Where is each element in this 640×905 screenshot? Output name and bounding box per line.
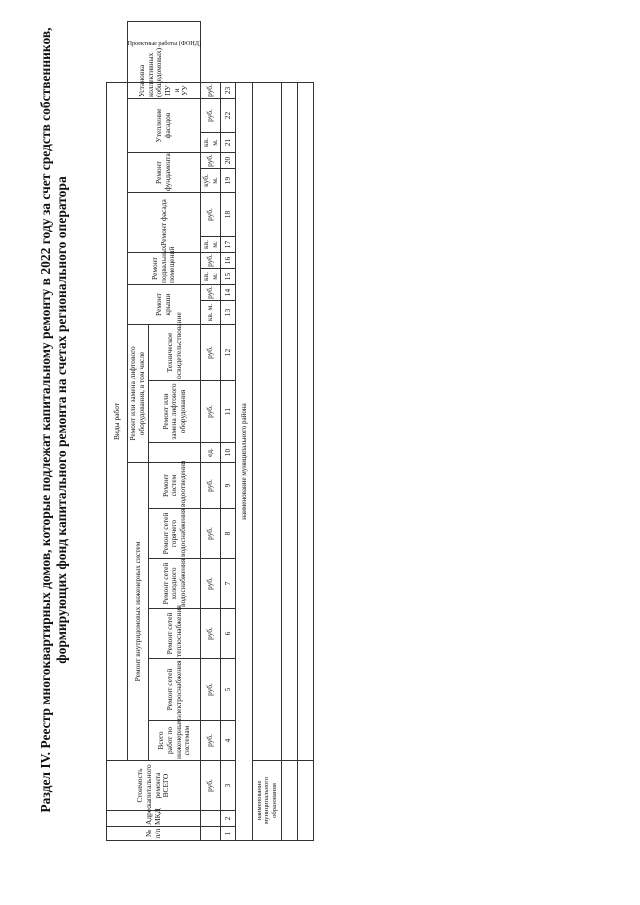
col-num: 10 — [221, 443, 236, 463]
header-work-types: Виды работ — [107, 82, 128, 760]
unit-cell: руб. — [201, 325, 221, 381]
unit-cell: кв. м. — [201, 237, 221, 253]
unit-cell: руб. — [201, 253, 221, 269]
empty-row — [282, 22, 298, 841]
header-facade: Ремонт фасада — [128, 193, 201, 253]
header-row-top — [107, 22, 128, 841]
col-num: 15 — [221, 269, 236, 285]
header-elevator-repair: Ремонт или замена лифтового оборудования — [149, 381, 201, 443]
document-title — [38, 25, 70, 815]
col-num: 3 — [221, 761, 236, 811]
header-total-engineering: Всего работ по инженерным системам — [149, 721, 201, 761]
unit-cell: руб. — [201, 761, 221, 811]
col-num: 7 — [221, 559, 236, 609]
col-num: 17 — [221, 237, 236, 253]
header-cost-total: Стоимость капитального ремонта ВСЕГО — [107, 761, 201, 811]
col-num: 1 — [221, 827, 236, 841]
unit-cell: руб. — [201, 99, 221, 133]
header-roof: Ремонт крыши — [128, 285, 201, 325]
municipal-district-label: наименование муниципального района — [236, 82, 253, 840]
header-hot-water: Ремонт сетей горячего водоснабжения — [149, 509, 201, 559]
col-num: 21 — [221, 133, 236, 153]
unit-cell: куб. м. — [201, 169, 221, 193]
col-num: 18 — [221, 193, 236, 237]
col-num: 22 — [221, 99, 236, 133]
unit-cell: руб. — [201, 285, 221, 301]
header-electric: Ремонт сетей электроснабжения — [149, 659, 201, 721]
header-sewer: Ремонт систем водоотведения — [149, 463, 201, 509]
unit-cell: кв. м. — [201, 133, 221, 153]
unit-cell: ед. — [201, 443, 221, 463]
col-num: 11 — [221, 381, 236, 443]
unit-cell: руб. — [201, 721, 221, 761]
unit-cell: руб. — [201, 381, 221, 443]
unit-cell: руб. — [201, 193, 221, 237]
header-meters: Установка коллективных (общедомовых) ПУ и УУ — [128, 82, 201, 98]
col-num: 5 — [221, 659, 236, 721]
header-basement: Ремонт подвальных помещений — [128, 253, 201, 285]
title-line-1: Раздел IV. Реестр многоквартирных домов, которые подлежат капитальному ремонту в 2022 году за счет средств собственников, — [38, 27, 53, 813]
col-num: 12 — [221, 325, 236, 381]
title-line-2: формирующих фонд капитального ремонта на счетах регионального оператора — [54, 176, 69, 664]
header-cold-water: Ремонт сетей холодного водоснабжения — [149, 559, 201, 609]
col-num: 23 — [221, 82, 236, 98]
header-elevator-survey: Техническое освидетельствование — [149, 325, 201, 381]
column-number-row — [221, 22, 236, 841]
municipal-entity-label: наименование муниципального образования — [253, 761, 282, 841]
header-no: № п/п — [107, 827, 201, 841]
unit-cell: руб. — [201, 509, 221, 559]
header-row-mid — [128, 22, 149, 841]
empty-row — [298, 22, 314, 841]
col-num: 19 — [221, 169, 236, 193]
header-foundation: Ремонт фундамента — [128, 153, 201, 193]
unit-cell — [201, 811, 221, 827]
municipal-entity-row — [253, 22, 282, 841]
empty-cell — [298, 82, 314, 760]
empty-cell — [282, 82, 298, 760]
header-elevator-group: Ремонт или замена лифтового оборудования, в том числе — [128, 325, 149, 463]
col-num: 9 — [221, 463, 236, 509]
municipal-entity-blank — [253, 82, 282, 760]
registry-table — [106, 21, 314, 841]
unit-cell: кв. м. — [201, 301, 221, 325]
header-insulation: Утепление фасадов — [128, 99, 201, 153]
unit-cell: кв. м. — [201, 269, 221, 285]
unit-cell: руб. — [201, 659, 221, 721]
col-num: 13 — [221, 301, 236, 325]
unit-cell: руб. — [201, 609, 221, 659]
col-num: 4 — [221, 721, 236, 761]
col-num: 6 — [221, 609, 236, 659]
col-num: 20 — [221, 153, 236, 169]
col-num: 14 — [221, 285, 236, 301]
unit-cell: руб. — [201, 463, 221, 509]
col-num: 2 — [221, 811, 236, 827]
unit-cell: руб. — [201, 82, 221, 98]
header-address: Адрес МКД — [107, 811, 201, 827]
unit-cell: руб. — [201, 153, 221, 169]
unit-cell — [201, 827, 221, 841]
municipal-district-row — [236, 22, 253, 841]
units-row — [201, 22, 221, 841]
unit-cell: руб. — [201, 559, 221, 609]
empty-cell — [298, 761, 314, 841]
header-elevator-blank — [149, 443, 201, 463]
col-num: 16 — [221, 253, 236, 269]
empty-cell — [282, 761, 298, 841]
col-num: 8 — [221, 509, 236, 559]
header-internal-systems: Ремонт внутридомовых инженерных систем — [128, 463, 149, 761]
header-design-text: Проектные работы (ФОНД) — [127, 39, 202, 47]
header-heat: Ремонт сетей теплоснабжения — [149, 609, 201, 659]
